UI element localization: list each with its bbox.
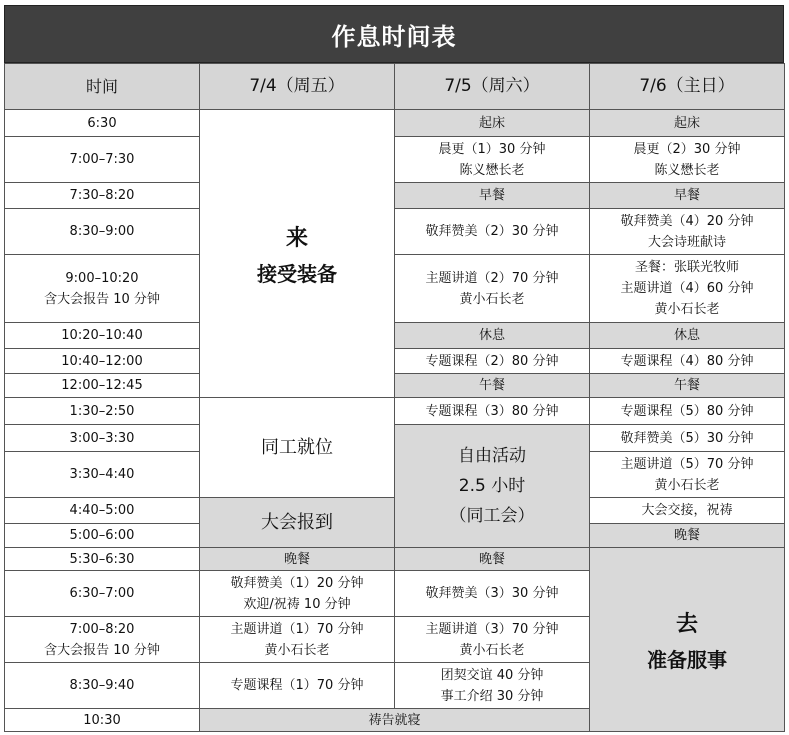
sat-lunch: 午餐 <box>395 374 590 398</box>
time-cell: 10:30 <box>5 709 200 732</box>
sat-sermon-3-l2: 黄小石长老 <box>459 642 525 658</box>
table-row <box>5 425 785 452</box>
time-cell: 3:00–3:30 <box>5 425 200 452</box>
fri-worship-1-l1: 敬拜赞美（1）20 分钟 <box>230 575 364 591</box>
sun-sermon-5 <box>590 452 785 498</box>
time-cell: 10:40–12:00 <box>5 349 200 374</box>
sun-worship-5: 敬拜赞美（5）30 分钟 <box>590 425 785 452</box>
sun-course-5: 专题课程（5）80 分钟 <box>590 398 785 425</box>
sun-dinner: 晚餐 <box>590 524 785 548</box>
fri-block-equip-l2: 接受装备 <box>257 261 337 286</box>
fri-block-registration <box>200 498 395 548</box>
time-cell: 5:30–6:30 <box>5 548 200 571</box>
time-cell-l1: 7:00–8:20 <box>69 621 135 637</box>
sun-course-4: 专题课程（4）80 分钟 <box>590 349 785 374</box>
fri-block-equip <box>200 110 395 398</box>
sun-communion-l3: 黄小石长老 <box>654 302 720 317</box>
sun-block-go-l2: 准备服事 <box>647 647 727 672</box>
table-row <box>5 398 785 425</box>
sun-breakfast: 早餐 <box>590 183 785 209</box>
sat-rest: 休息 <box>395 323 590 349</box>
fri-worship-1-l2: 欢迎/祝祷 10 分钟 <box>243 596 351 612</box>
time-cell: 8:30–9:00 <box>5 209 200 255</box>
sun-closing: 大会交接，祝祷 <box>590 498 785 524</box>
header-sat: 7/5（周六） <box>395 64 590 110</box>
fri-block-staff-label: 同工就位 <box>261 436 333 458</box>
sat-devotion-l1: 晨更（1）30 分钟 <box>438 141 546 157</box>
sat-free-time-l1: 自由活动 <box>458 446 526 466</box>
fri-block-registration-label: 大会报到 <box>261 511 333 533</box>
sun-rest: 休息 <box>590 323 785 349</box>
sun-block-go-l1: 去 <box>675 611 698 637</box>
sun-devotion-l2: 陈义懋长老 <box>654 162 720 178</box>
sat-worship-2: 敬拜赞美（2）30 分钟 <box>395 209 590 255</box>
header-sun: 7/6（主日） <box>590 64 785 110</box>
sun-communion-l2: 主题讲道（4）60 分钟 <box>620 281 754 296</box>
table-row <box>5 209 785 255</box>
sat-breakfast: 早餐 <box>395 183 590 209</box>
sat-wake: 起床 <box>395 110 590 137</box>
sat-sermon-3 <box>395 617 590 663</box>
sat-sermon-2-l2: 黄小石长老 <box>459 291 525 307</box>
sat-course-2: 专题课程（2）80 分钟 <box>395 349 590 374</box>
sat-worship-3: 敬拜赞美（3）30 分钟 <box>395 571 590 617</box>
sun-communion <box>590 255 785 323</box>
time-cell: 5:00–6:00 <box>5 524 200 548</box>
sat-sermon-2 <box>395 255 590 323</box>
table-row <box>5 137 785 183</box>
time-cell: 4:40–5:00 <box>5 498 200 524</box>
sat-course-3: 专题课程（3）80 分钟 <box>395 398 590 425</box>
sat-free-time <box>395 425 590 548</box>
fri-dinner: 晚餐 <box>200 548 395 571</box>
sun-worship-4 <box>590 209 785 255</box>
sat-fellowship <box>395 663 590 709</box>
header-fri: 7/4（周五） <box>200 64 395 110</box>
time-cell: 6:30–7:00 <box>5 571 200 617</box>
table-row <box>5 110 785 137</box>
sun-sermon-5-l1: 主题讲道（5）70 分钟 <box>620 456 754 472</box>
time-cell-note: 含大会报告 10 分钟 <box>44 642 160 658</box>
schedule-container <box>4 5 784 732</box>
prayer-bedtime: 祷告就寝 <box>200 709 590 732</box>
sat-sermon-3-l1: 主题讲道（3）70 分钟 <box>425 621 559 637</box>
fri-sermon-1-l2: 黄小石长老 <box>264 642 330 658</box>
table-row <box>5 349 785 374</box>
time-cell: 6:30 <box>5 110 200 137</box>
fri-block-staff <box>200 398 395 498</box>
time-cell-note: 含大会报告 10 分钟 <box>44 291 160 307</box>
time-cell-l1: 9:00–10:20 <box>65 270 139 286</box>
sun-devotion-l1: 晨更（2）30 分钟 <box>633 141 741 157</box>
fri-sermon-1-l1: 主题讲道（1）70 分钟 <box>230 621 364 637</box>
sun-communion-l1: 圣餐：张联光牧师 <box>634 260 739 275</box>
sat-devotion-l2: 陈义懋长老 <box>459 162 525 178</box>
sat-fellowship-l1: 团契交谊 40 分钟 <box>440 667 544 683</box>
sun-sermon-5-l2: 黄小石长老 <box>654 477 720 493</box>
time-cell: 1:30–2:50 <box>5 398 200 425</box>
table-row <box>5 183 785 209</box>
time-cell: 8:30–9:40 <box>5 663 200 709</box>
sun-lunch: 午餐 <box>590 374 785 398</box>
table-row <box>5 374 785 398</box>
sun-worship-4-l2: 大会诗班献诗 <box>647 234 726 250</box>
sat-fellowship-l2: 事工介绍 30 分钟 <box>440 688 544 704</box>
time-cell: 3:30–4:40 <box>5 452 200 498</box>
fri-block-equip-l1: 来 <box>285 225 308 251</box>
sat-free-time-l2: 2.5 小时 <box>458 476 526 496</box>
table-row <box>5 255 785 323</box>
time-cell: 7:30–8:20 <box>5 183 200 209</box>
page-title: 作息时间表 <box>4 5 784 63</box>
sat-dinner: 晚餐 <box>395 548 590 571</box>
time-cell <box>5 617 200 663</box>
sun-worship-4-l1: 敬拜赞美（4）20 分钟 <box>620 213 754 229</box>
sun-devotion <box>590 137 785 183</box>
sat-sermon-2-l1: 主题讲道（2）70 分钟 <box>425 270 559 286</box>
table-row <box>5 548 785 571</box>
header-row <box>5 64 785 110</box>
time-cell: 7:00–7:30 <box>5 137 200 183</box>
header-time: 时间 <box>5 64 200 110</box>
table-row <box>5 323 785 349</box>
sat-free-time-l3: （同工会） <box>449 506 535 526</box>
fri-worship-1 <box>200 571 395 617</box>
sun-block-go <box>590 548 785 732</box>
fri-course-1: 专题课程（1）70 分钟 <box>200 663 395 709</box>
time-cell: 10:20–10:40 <box>5 323 200 349</box>
schedule-table <box>4 63 785 732</box>
fri-sermon-1 <box>200 617 395 663</box>
time-cell <box>5 255 200 323</box>
sat-devotion <box>395 137 590 183</box>
sun-wake: 起床 <box>590 110 785 137</box>
time-cell: 12:00–12:45 <box>5 374 200 398</box>
